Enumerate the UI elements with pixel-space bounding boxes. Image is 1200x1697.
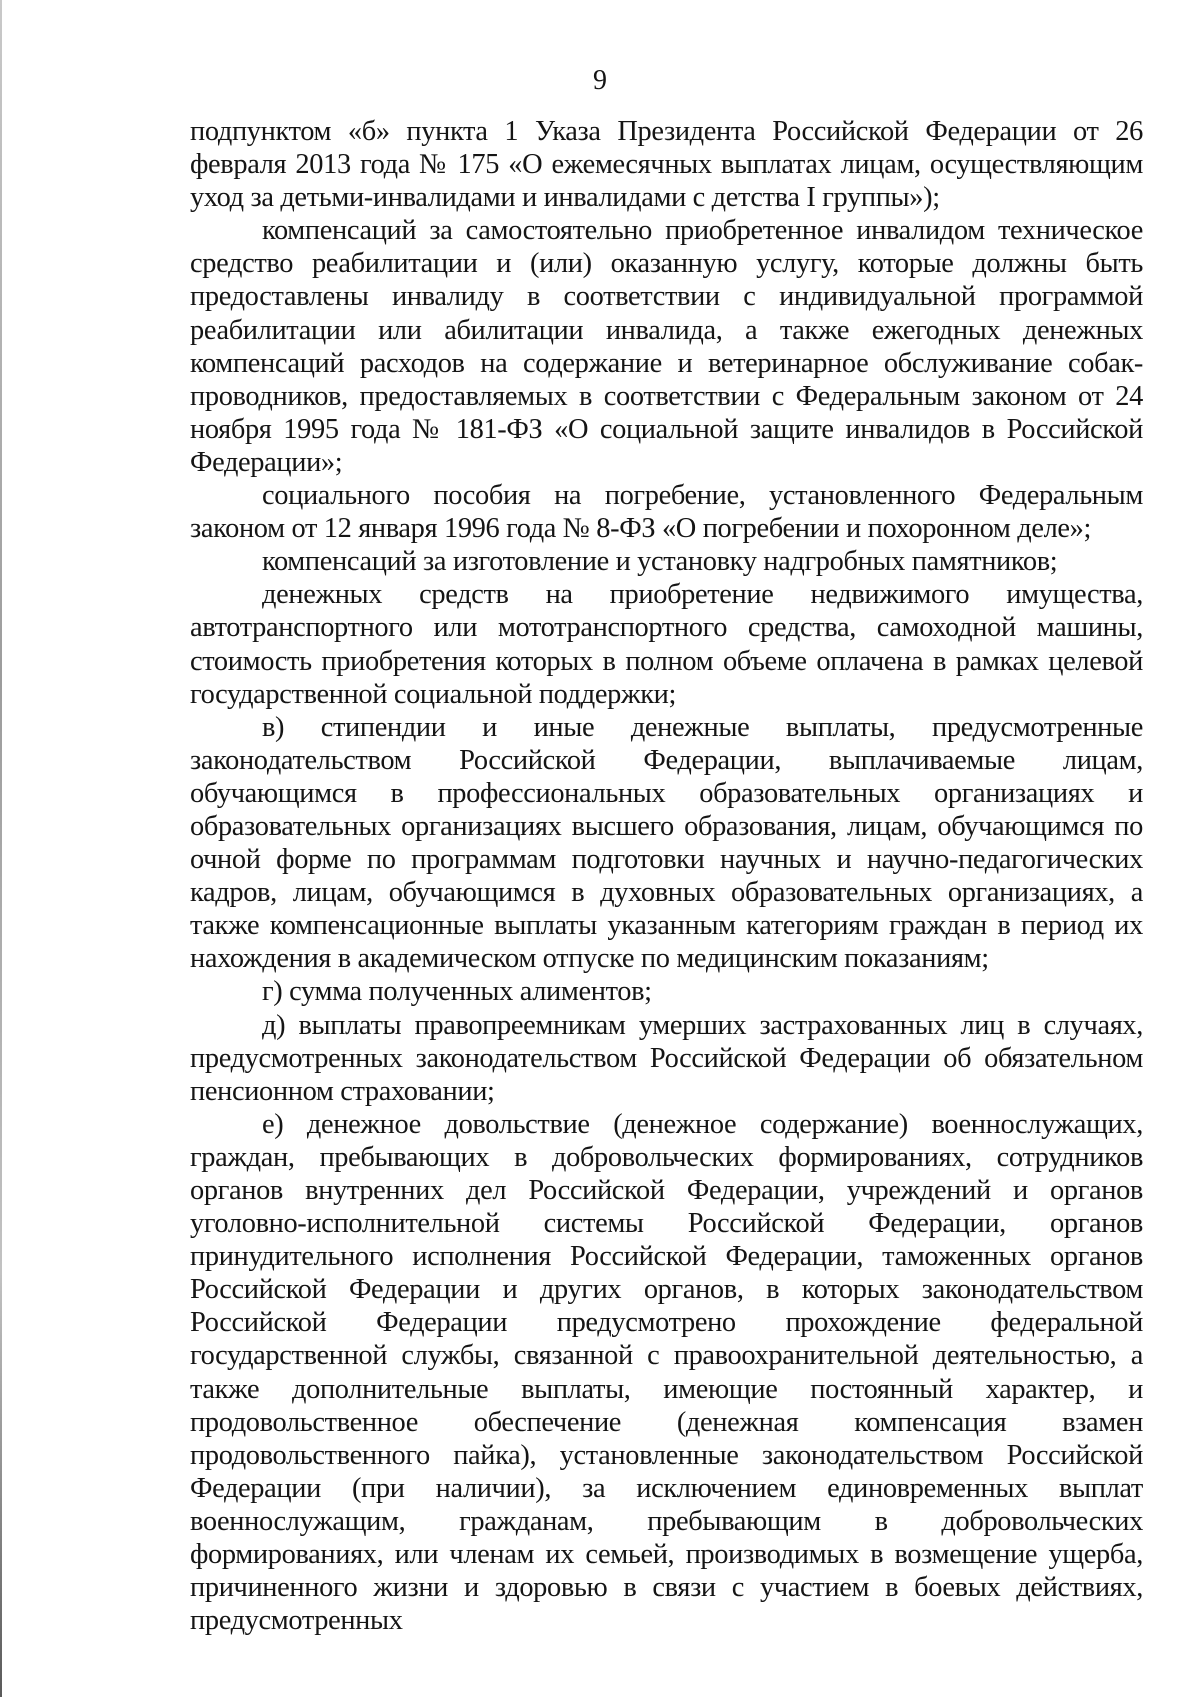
paragraph-property-funds: денежных средств на приобретение недвижимого имущества, автотранспортного или мототранспортного средства, самоходной машины, стоимость приобретения которых в полном объеме оплачена в рамках целевой государственной социальной поддержки; bbox=[190, 579, 1143, 710]
paragraph-decree-reference: подпунктом «б» пункта 1 Указа Президента Российской Федерации от 26 февраля 2013 года № 175 «О ежемесячных выплатах лицам, осуществляющим уход за детьми-инвалидами и инвалидами с детства I группы»); bbox=[190, 116, 1143, 214]
paragraph-item-g-alimony: г) сумма полученных алиментов; bbox=[262, 976, 652, 1008]
document-body bbox=[190, 115, 1143, 1637]
paragraph-rehabilitation-compensation: компенсаций за самостоятельно приобретенное инвалидом техническое средство реабилитации и (или) оказанную услугу, которые должны быть предоставлены инвалиду в соответствии с индивидуальной программой реабилитации или абилитации инвалида, а также ежегодных денежных компенсаций расходов на содержание и ветеринарное обслуживание собак-проводников, предоставляемых в соответствии с Федеральным законом от 24 ноября 1995 года № 181-ФЗ «О социальной защите инвалидов в Российской Федерации»; bbox=[190, 215, 1143, 478]
paragraph-item-v-stipends: в) стипендии и иные денежные выплаты, предусмотренные законодательством Российской Федерации, выплачиваемые лицам, обучающимся в профессиональных образовательных организациях и образовательных организациях высшего образования, лицам, обучающимся по очной форме по программам подготовки научных и научно-педагогических кадров, лицам, обучающимся в духовных образовательных организациях, а также компенсационные выплаты указанным категориям граждан в период их нахождения в академическом отпуске по медицинским показаниям; bbox=[190, 711, 1143, 975]
paragraph-item-d-successor-payments: д) выплаты правопреемникам умерших застрахованных лиц в случаях, предусмотренных законодательством Российской Федерации об обязательном пенсионном страховании; bbox=[190, 1009, 1143, 1107]
paragraph-item-e-monetary-allowance: е) денежное довольствие (денежное содержание) военнослужащих, граждан, пребывающих в добровольческих формированиях, сотрудников органов внутренних дел Российской Федерации, учреждений и органов уголовно-исполнительной системы Российской Федерации, органов принудительного исполнения Российской Федерации, таможенных органов Российской Федерации и других органов, в которых законодательством Российской Федерации предусмотрено прохождение федеральной государственной службы, связанной с правоохранительной деятельностью, а также дополнительные выплаты, имеющие постоянный характер, и продовольственное обеспечение (денежная компенсация взамен продовольственного пайка), установленные законодательством Российской Федерации (при наличии), за исключением единовременных выплат военнослужащим, гражданам, пребывающим в добровольческих формированиях, или членам их семьей, производимых в возмещение ущерба, причиненного жизни и здоровью в связи с участием в боевых действиях, предусмотренных bbox=[190, 1108, 1143, 1637]
paragraph-tombstone-compensation: компенсаций за изготовление и установку надгробных памятников; bbox=[262, 546, 1058, 578]
page-number: 9 bbox=[593, 65, 607, 96]
paragraph-burial-allowance: социального пособия на погребение, установленного Федеральным законом от 12 января 1996 года № 8-ФЗ «О погребении и похоронном деле»; bbox=[190, 480, 1143, 545]
scan-edge-line bbox=[0, 0, 2, 1697]
